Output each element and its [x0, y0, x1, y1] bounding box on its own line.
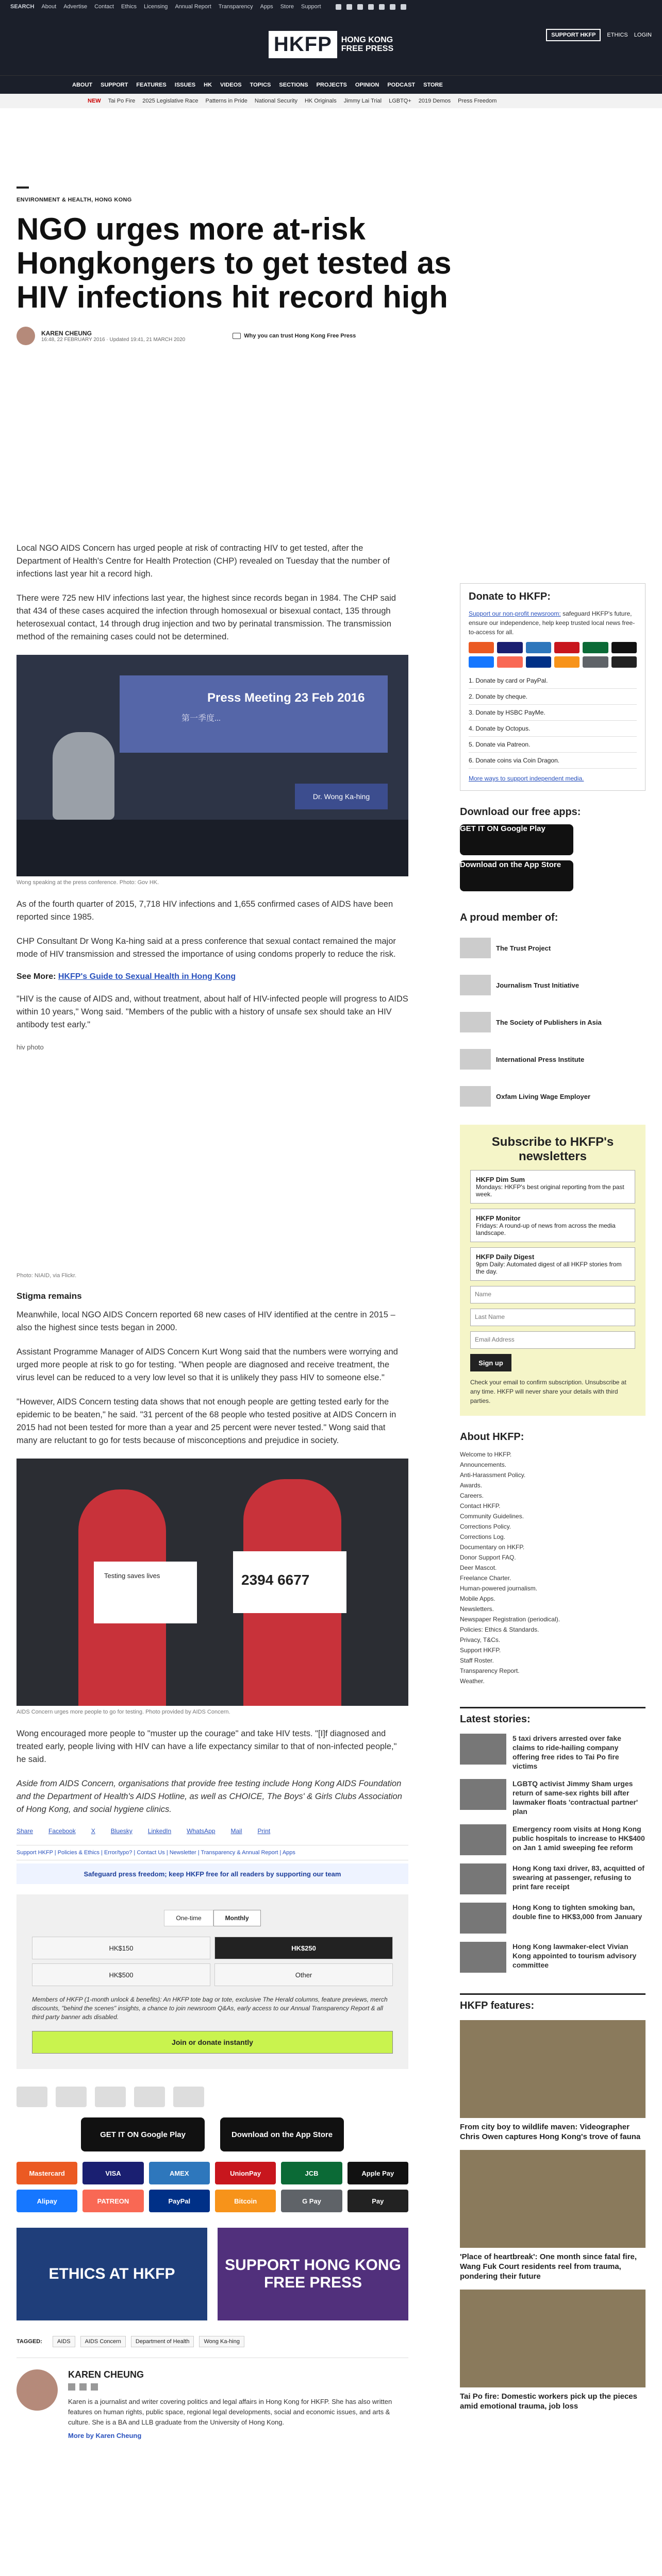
table	[16, 820, 408, 876]
nav-item[interactable]: PROJECTS	[316, 81, 347, 88]
newsletter-option-title: HKFP Monitor	[476, 1214, 521, 1222]
about-link[interactable]: Privacy, T&Cs.	[460, 1636, 501, 1643]
member-logo-name: The Trust Project	[496, 944, 551, 952]
feature-title: From city boy to wildlife maven: Videographer Chris Owen captures Hong Kong's trove of fauna	[460, 2123, 641, 2141]
member-logo[interactable]	[460, 1083, 646, 1109]
feature-story[interactable]	[460, 2020, 646, 2142]
sidebar	[460, 583, 646, 2411]
nav-item[interactable]: TOPICS	[250, 81, 271, 88]
author-photo[interactable]	[16, 2369, 58, 2411]
about-link[interactable]: Corrections Policy.	[460, 1523, 511, 1530]
paragraph: "HIV is the cause of AIDS and, without treatment, about half of HIV-infected people will progress to AIDS within 10 years," Wong said. "Members of the public with a history of unsafe sex should take an HIV antibody test early."	[16, 994, 408, 1029]
feature-title: Tai Po fire: Domestic workers pick up the pieces amid emotional trauma, job loss	[460, 2392, 637, 2411]
logo-mark: HKFP	[269, 31, 337, 58]
about-link[interactable]: Support HKFP.	[460, 1647, 501, 1654]
member-logo[interactable]	[460, 1009, 646, 1035]
about-link[interactable]: Transparency Report.	[460, 1667, 520, 1674]
member-logo-mark	[460, 938, 491, 958]
amount-option[interactable]: HK$500	[32, 1963, 210, 1986]
payment-mini-icon	[469, 642, 494, 653]
paragraph: Aside from AIDS Concern, organisations that provide free testing include Hong Kong AIDS Foundation and the Department of Health's AIDS Hotline, as well as CHOICE, The Boys' & Girls Clubs Association of Hong Kong, and social hygiene clinics.	[16, 1779, 402, 1814]
trending-item[interactable]: Patterns in Pride	[205, 98, 247, 104]
about-link[interactable]: Staff Roster.	[460, 1657, 494, 1664]
photo-caption: AIDS Concern urges more people to go for testing. Photo provided by AIDS Concern.	[16, 1709, 230, 1715]
share-links	[16, 1827, 408, 1835]
sign-left: Testing saves lives	[94, 1562, 197, 1623]
member-heading: A proud member of:	[460, 912, 558, 923]
payment-mini-icon	[554, 656, 580, 668]
safeguard-banner[interactable]: Safeguard press freedom; keep HKFP free for all readers by supporting our team	[16, 1863, 408, 1884]
threads-icon[interactable]	[368, 4, 374, 10]
member-logo-name: International Press Institute	[496, 1055, 585, 1063]
about-link[interactable]: Mobile Apps.	[460, 1595, 495, 1602]
frequency-toggle	[32, 1910, 393, 1926]
payment-logo: Bitcoin	[215, 2190, 276, 2212]
paragraph: There were 725 new HIV infections last year, the highest since records began in 1984. The CHP said that 434 of these cases acquired the infection through homosexual or bisexual contact, 135 through heterosexual contact, 14 through drug injection and two by perinatal transmission. The transmission method of the remaining cases could not be determined.	[16, 594, 396, 641]
payment-mini-icon	[583, 642, 608, 653]
story-title: LGBTQ activist Jimmy Sham urges return of same-sex rights bill after lawmaker floats 'contractual partner' plan	[512, 1780, 638, 1816]
nav-item[interactable]: SUPPORT	[101, 81, 128, 88]
see-more-link[interactable]: HKFP's Guide to Sexual Health in Hong Kong	[58, 972, 236, 981]
latest-story[interactable]	[460, 1824, 646, 1855]
broken-image	[16, 1043, 408, 1269]
press-conference-photo	[16, 655, 408, 876]
story-thumbnail	[460, 1903, 506, 1934]
latest-story[interactable]	[460, 1863, 646, 1894]
story-thumbnail	[460, 1942, 506, 1973]
newsletter-option-title: HKFP Dim Sum	[476, 1176, 525, 1183]
story-title: Hong Kong to tighten smoking ban, double fine to HK$3,000 from January	[512, 1903, 642, 1921]
tag-chip[interactable]: Wong Ka-hing	[199, 2336, 244, 2347]
latest-heading: Latest stories:	[460, 1707, 646, 1725]
newsletter-input[interactable]: Last Name	[470, 1309, 635, 1326]
donate-box	[460, 583, 646, 791]
share-link[interactable]: WhatsApp	[187, 1827, 216, 1835]
utility-link[interactable]: Annual Report	[175, 4, 211, 10]
newsletter-option-desc: Mondays: HKFP's best original reporting from the past week.	[476, 1183, 624, 1198]
nav-item[interactable]: FEATURES	[136, 81, 167, 88]
about-link[interactable]: Careers.	[460, 1492, 484, 1499]
testing-photo	[16, 1459, 408, 1706]
paragraph: Local NGO AIDS Concern has urged people at risk of contracting HIV to get tested, after the Department of Health's Centre for Health Protection (CHP) revealed on Tuesday that the number of infections last year hit a record high.	[16, 544, 390, 579]
donate-option[interactable]: 5. Donate via Patreon.	[469, 737, 637, 753]
about-heading: About HKFP:	[460, 1431, 524, 1443]
amount-option-selected[interactable]: HK$250	[214, 1937, 393, 1959]
latest-stories	[460, 1734, 646, 1973]
newsletter-option-desc: 9pm Daily: Automated digest of all HKFP stories from the day.	[476, 1261, 622, 1275]
utility-link[interactable]: Ethics	[121, 4, 137, 10]
newsletter-option-desc: Fridays: A round-up of news from across the media landscape.	[476, 1222, 616, 1236]
utility-link[interactable]: Advertise	[63, 4, 88, 10]
nav-item[interactable]: VIDEOS	[220, 81, 242, 88]
amount-other[interactable]: Other	[214, 1963, 393, 1986]
newsletter-fields	[470, 1286, 635, 1349]
story-thumbnail	[460, 1863, 506, 1894]
payment-logo: UnionPay	[215, 2162, 276, 2184]
about-link[interactable]: Deer Mascot.	[460, 1564, 497, 1571]
tags-label: TAGGED:	[16, 2338, 42, 2345]
donate-option[interactable]: 4. Donate by Octopus.	[469, 721, 637, 737]
share-link[interactable]: LinkedIn	[147, 1827, 172, 1835]
logo-wordmark	[341, 36, 393, 53]
about-link[interactable]: Anti-Harassment Policy.	[460, 1471, 526, 1479]
payment-logo: Apple Pay	[347, 2162, 408, 2184]
see-more-label: See More:	[16, 972, 56, 981]
member-logo-name: The Society of Publishers in Asia	[496, 1018, 602, 1026]
more-ways-link[interactable]: More ways to support independent media.	[469, 775, 584, 782]
payment-logo: G Pay	[281, 2190, 342, 2212]
newsletter-input[interactable]: Name	[470, 1286, 635, 1303]
nav-item[interactable]: PODCAST	[387, 81, 416, 88]
about-link[interactable]: Community Guidelines.	[460, 1513, 524, 1520]
story-title: 5 taxi drivers arrested over fake claims to ride-hailing company offering free rides to Tai Po fire victims	[512, 1734, 621, 1770]
latest-story[interactable]	[460, 1942, 646, 1973]
google-play-button[interactable]: GET IT ON Google Play	[81, 2117, 205, 2151]
freq-one-time[interactable]: One-time	[164, 1910, 213, 1926]
donate-text-link[interactable]: Support our non-profit newsroom:	[469, 610, 561, 617]
newsletter-heading: Subscribe to HKFP's newsletters	[491, 1135, 614, 1163]
author-bio: Karen is a journalist and writer covering politics and legal affairs in Hong Kong for HKFP. She has also written features on human rights, public space, regional legal developments, social and economic issues, and arts & culture. She is a BA and LLB graduate from the University of Hong Kong.	[68, 2398, 392, 2426]
donation-widget	[16, 1894, 408, 2069]
paragraph: "However, AIDS Concern testing data shows that not enough people are getting tested early for the epidemic to be beaten," he said. "31 percent of the 68 people who tested positive at AIDS Concern in 2015 had not been tested for more than a year and 25 percent were never tested." Wong said that many are reluctant to go for tests because of misconceptions and prejudice in society.	[16, 1397, 396, 1445]
trending-label: NEW	[88, 98, 101, 104]
share-link[interactable]: Print	[257, 1827, 271, 1835]
instagram-icon[interactable]	[357, 4, 363, 10]
ipi-badge[interactable]	[134, 2087, 165, 2107]
author-social-icons	[68, 2383, 408, 2391]
paragraph: As of the fourth quarter of 2015, 7,718 HIV infections and 1,655 confirmed cases of AIDS have been reported since 1985.	[16, 900, 393, 922]
donate-option[interactable]: 2. Donate by cheque.	[469, 689, 637, 705]
speaker-figure	[53, 732, 114, 820]
section-heading: Stigma remains	[16, 1291, 82, 1301]
story-thumbnail	[460, 1734, 506, 1765]
mini-payment-icons	[469, 642, 637, 668]
feature-image	[460, 2290, 646, 2387]
member-badges-row	[16, 2087, 408, 2107]
feature-story[interactable]	[460, 2290, 646, 2411]
paragraph: CHP Consultant Dr Wong Ka-hing said at a press conference that sexual contact remained the major mode of HIV transmission and stressed the importance of using condoms properly to reduce the risk.	[16, 937, 396, 959]
trending-bar	[0, 94, 662, 108]
trust-icon	[233, 333, 241, 339]
about-link[interactable]: Announcements.	[460, 1461, 507, 1468]
payment-mini-icon	[497, 642, 522, 653]
utility-link[interactable]: Licensing	[143, 4, 168, 10]
payment-logo: Mastercard	[16, 2162, 77, 2184]
trust-link[interactable]	[233, 333, 356, 339]
member-logo-mark	[460, 1086, 491, 1107]
x-icon[interactable]	[68, 2383, 75, 2391]
feature-image	[460, 2150, 646, 2248]
member-logo-mark	[460, 1049, 491, 1070]
donate-option[interactable]: 6. Donate coins via Coin Dragon.	[469, 753, 637, 769]
feature-image	[460, 2020, 646, 2118]
about-link[interactable]: Policies: Ethics & Standards.	[460, 1626, 539, 1633]
about-link[interactable]: Donor Support FAQ.	[460, 1554, 516, 1561]
member-logo-name: Oxfam Living Wage Employer	[496, 1092, 591, 1100]
nav-item[interactable]: HK	[204, 81, 212, 88]
tag-chip[interactable]: AIDS Concern	[80, 2336, 126, 2347]
support-promo[interactable]: SUPPORT HONG KONG FREE PRESS	[218, 2228, 408, 2320]
paragraph: Wong encouraged more people to "muster up the courage" and take HIV tests. "[I]f diagnosed and treated early, people living with HIV can have a life expectancy similar to that of non-infected people," he said.	[16, 1729, 397, 1764]
article-body	[16, 542, 408, 2439]
utility-link[interactable]: Store	[280, 4, 294, 10]
feature-story[interactable]	[460, 2150, 646, 2281]
search-link[interactable]: SEARCH	[10, 4, 35, 10]
payment-mini-icon	[526, 656, 551, 668]
utility-link[interactable]: Contact	[94, 4, 114, 10]
donate-heading: Donate to HKFP:	[469, 591, 551, 602]
masthead	[0, 13, 662, 75]
main-nav	[0, 75, 662, 94]
nav-item[interactable]: ISSUES	[174, 81, 196, 88]
story-thumbnail	[460, 1824, 506, 1855]
support-button[interactable]: SUPPORT HKFP	[546, 29, 601, 41]
utility-links	[41, 4, 328, 10]
paragraph: Meanwhile, local NGO AIDS Concern reported 68 new cases of HIV identified at the centre in 2015 – also the highest since tests began in 2000.	[16, 1310, 395, 1332]
share-link[interactable]: Mail	[230, 1827, 242, 1835]
member-logo-mark	[460, 1012, 491, 1032]
newsletter-note: Check your email to confirm subscription. Unsubscribe at any time. HKFP will never share your details with third parties.	[470, 1379, 626, 1404]
newsletter-option[interactable]	[470, 1170, 635, 1204]
about-link[interactable]: Newspaper Registration (periodical).	[460, 1616, 560, 1623]
nav-item[interactable]: OPINION	[355, 81, 379, 88]
trending-item[interactable]: 2025 Legislative Race	[142, 98, 198, 104]
mail-icon[interactable]	[91, 2383, 98, 2391]
join-button[interactable]: Join or donate instantly	[32, 2031, 393, 2054]
kicker-rule	[16, 187, 29, 189]
ethics-promo[interactable]: ETHICS AT HKFP	[16, 2228, 207, 2320]
feature-title: 'Place of heartbreak': One month since fatal fire, Wang Fuk Court residents reel from trauma, pondering their future	[460, 2252, 637, 2281]
payment-mini-icon	[497, 656, 522, 668]
about-link[interactable]: Awards.	[460, 1482, 483, 1489]
member-logo[interactable]	[460, 935, 646, 961]
utility-link[interactable]: About	[41, 4, 57, 10]
author-avatar[interactable]	[16, 327, 35, 345]
newsletter-option[interactable]	[470, 1247, 635, 1281]
author-box-name[interactable]: KAREN CHEUNG	[68, 2369, 144, 2380]
member-logo-name: Journalism Trust Initiative	[496, 981, 580, 989]
member-logo[interactable]	[460, 972, 646, 998]
donate-options	[469, 673, 637, 769]
payment-methods	[16, 2162, 408, 2212]
top-utility-bar	[0, 0, 662, 13]
tag-chip[interactable]: Department of Health	[131, 2336, 194, 2347]
image-alt-text: hiv photo	[16, 1043, 44, 1051]
amount-options	[32, 1937, 393, 1986]
about-link[interactable]: Newsletters.	[460, 1605, 494, 1613]
story-title: Hong Kong lawmaker-elect Vivian Kong appointed to tourism advisory committee	[512, 1942, 637, 1969]
promo-banners	[16, 2228, 408, 2320]
photo-caption: Wong speaking at the press conference. Photo: Gov HK.	[16, 879, 159, 886]
payment-mini-icon	[554, 642, 580, 653]
login-link[interactable]: LOGIN	[634, 32, 652, 38]
trending-item[interactable]: Tai Po Fire	[108, 98, 136, 104]
apps-heading: Download our free apps:	[460, 806, 581, 818]
about-link[interactable]: Human-powered journalism.	[460, 1585, 538, 1592]
name-plate: Dr. Wong Ka-hing	[295, 784, 388, 809]
payment-mini-icon	[526, 642, 551, 653]
donate-option[interactable]: 1. Donate by card or PayPal.	[469, 673, 637, 689]
article-dates: 16:48, 22 FEBRUARY 2016 · Updated 19:41, 21 MARCH 2020	[41, 336, 186, 343]
payment-logo: PATREON	[82, 2190, 143, 2212]
nav-item[interactable]: SECTIONS	[279, 81, 308, 88]
tags-row	[16, 2336, 408, 2347]
trending-item[interactable]: Jimmy Lai Trial	[343, 98, 382, 104]
facebook-icon[interactable]	[346, 4, 352, 10]
features-heading: HKFP features:	[460, 1993, 646, 2012]
masthead-actions	[546, 29, 652, 41]
about-link[interactable]: Corrections Log.	[460, 1533, 506, 1540]
about-link[interactable]: Documentary on HKFP.	[460, 1544, 525, 1551]
signup-button[interactable]: Sign up	[470, 1354, 511, 1371]
trust-link-text: Why you can trust Hong Kong Free Press	[244, 333, 356, 339]
latest-story[interactable]	[460, 1903, 646, 1934]
share-link[interactable]: X	[91, 1827, 95, 1835]
about-link[interactable]: Freelance Charter.	[460, 1574, 511, 1582]
author-name[interactable]: KAREN CHEUNG	[41, 329, 92, 337]
paragraph: Assistant Programme Manager of AIDS Concern Kurt Wong said that the numbers were worrying and urged more people at risk to go for testing. "When people are diagnosed and receive treatment, the virus level can be reduced to a very low level so that it is unlikely they pass HIV to someone else."	[16, 1347, 398, 1382]
freq-monthly[interactable]: Monthly	[213, 1910, 261, 1926]
sign-right: 2394 6677	[233, 1551, 346, 1613]
app-store-row	[16, 2117, 408, 2151]
nav-item[interactable]: STORE	[423, 81, 443, 88]
article-category[interactable]: ENVIRONMENT & HEALTH, HONG KONG	[16, 197, 132, 203]
jti-badge[interactable]	[56, 2087, 87, 2107]
about-link[interactable]: Contact HKFP.	[460, 1502, 501, 1510]
nav-item[interactable]: ABOUT	[72, 81, 93, 88]
newsletter-input[interactable]: Email Address	[470, 1331, 635, 1349]
more-by-author-link[interactable]: More by Karen Cheung	[68, 2432, 142, 2439]
payment-mini-icon	[611, 642, 637, 653]
newsletter-box	[460, 1125, 646, 1416]
see-more	[16, 972, 408, 981]
youtube-icon[interactable]	[379, 4, 385, 10]
member-logo[interactable]	[460, 1046, 646, 1072]
sidebar-google-play[interactable]: GET IT ON Google Play	[460, 824, 573, 855]
backdrop-banner	[120, 675, 388, 753]
payment-logo: VISA	[82, 2162, 143, 2184]
latest-story[interactable]	[460, 1734, 646, 1771]
payment-logo: JCB	[281, 2162, 342, 2184]
rss-icon[interactable]	[401, 4, 406, 10]
payment-logo: AMEX	[149, 2162, 210, 2184]
payment-logo: PayPal	[149, 2190, 210, 2212]
payment-mini-icon	[611, 656, 637, 668]
payment-logo: Pay	[347, 2190, 408, 2212]
page-container	[16, 187, 646, 2439]
payment-mini-icon	[469, 656, 494, 668]
social-icons	[336, 4, 406, 10]
story-title: Emergency room visits at Hong Kong public hospitals to increase to HK$400 on Jan 1 amid sweeping fee reform	[512, 1825, 645, 1852]
trust-project-badge[interactable]	[16, 2087, 47, 2107]
trending-item[interactable]: National Security	[254, 98, 297, 104]
tag-chip[interactable]: AIDS	[53, 2336, 75, 2347]
more-ways	[469, 774, 637, 783]
utility-link[interactable]: Transparency	[218, 4, 253, 10]
membership-benefits: Members of HKFP (1-month unlock & benefits): An HKFP tote bag or tote, exclusive The Herald columns, feature previews, merch discounts, "behind the scenes" insights, a chance to join newsroom Q&As, early access to our Annual Transparency Report & all third party banner ads disabled.	[32, 1996, 388, 2021]
hkfp-logo[interactable]	[269, 31, 393, 58]
about-link[interactable]: Welcome to HKFP.	[460, 1451, 512, 1458]
trending-item[interactable]: Press Freedom	[458, 98, 497, 104]
mail-icon[interactable]	[390, 4, 395, 10]
share-link[interactable]: Bluesky	[110, 1827, 133, 1835]
newsletter-option[interactable]	[470, 1209, 635, 1242]
trending-item[interactable]: 2019 Demos	[418, 98, 451, 104]
utility-link[interactable]: Support	[301, 4, 321, 10]
trending-item[interactable]: LGBTQ+	[389, 98, 411, 104]
payment-logo: Alipay	[16, 2190, 77, 2212]
donate-option[interactable]: 3. Donate by HSBC PayMe.	[469, 705, 637, 721]
feature-stories	[460, 2020, 646, 2411]
story-thumbnail	[460, 1779, 506, 1810]
article-footer-links[interactable]: Support HKFP | Policies & Ethics | Error/typo? | Contact Us | Newsletter | Transparency & Annual Report | Apps	[16, 1845, 408, 1860]
app-store-button[interactable]: Download on the App Store	[220, 2117, 344, 2151]
trending-items	[108, 98, 497, 104]
banner-text: Press Meeting 23 Feb 2016	[207, 691, 365, 705]
trending-item[interactable]: HK Originals	[304, 98, 337, 104]
logo-line2: FREE PRESS	[341, 44, 394, 53]
payment-mini-icon	[583, 656, 608, 668]
donate-text-body: safeguard HKFP's future, ensure our independence, help keep trusted local news free-to-access for all.	[469, 610, 635, 636]
latest-story[interactable]	[460, 1779, 646, 1816]
share-link[interactable]: Share	[16, 1827, 34, 1835]
banner-subtext: 第一季度...	[181, 714, 221, 723]
photo-caption: Photo: NIAID, via Flickr.	[16, 1273, 77, 1279]
utility-link[interactable]: Apps	[260, 4, 273, 10]
oxfam-badge[interactable]	[173, 2087, 204, 2107]
logo-line1: HONG KONG	[341, 36, 393, 44]
bluesky-icon[interactable]	[79, 2383, 87, 2391]
amount-option[interactable]: HK$150	[32, 1937, 210, 1959]
share-link[interactable]: Facebook	[48, 1827, 76, 1835]
newsletter-option-title: HKFP Daily Digest	[476, 1253, 535, 1261]
about-links	[460, 1449, 646, 1686]
member-logo-mark	[460, 975, 491, 995]
donate-text	[469, 609, 637, 637]
newsletter-options	[470, 1170, 635, 1281]
sopa-badge[interactable]	[95, 2087, 126, 2107]
member-logos	[460, 935, 646, 1109]
sidebar-app-store[interactable]: Download on the App Store	[460, 860, 573, 891]
author-box	[16, 2358, 408, 2439]
ethics-link[interactable]: ETHICS	[607, 32, 628, 38]
byline	[16, 327, 646, 345]
story-title: Hong Kong taxi driver, 83, acquitted of swearing at passenger, refusing to print fare receipt	[512, 1864, 644, 1891]
about-link[interactable]: Weather.	[460, 1677, 485, 1685]
article-title: NGO urges more at-risk Hongkongers to get tested as HIV infections hit record high	[16, 212, 452, 314]
x-icon[interactable]	[336, 4, 341, 10]
